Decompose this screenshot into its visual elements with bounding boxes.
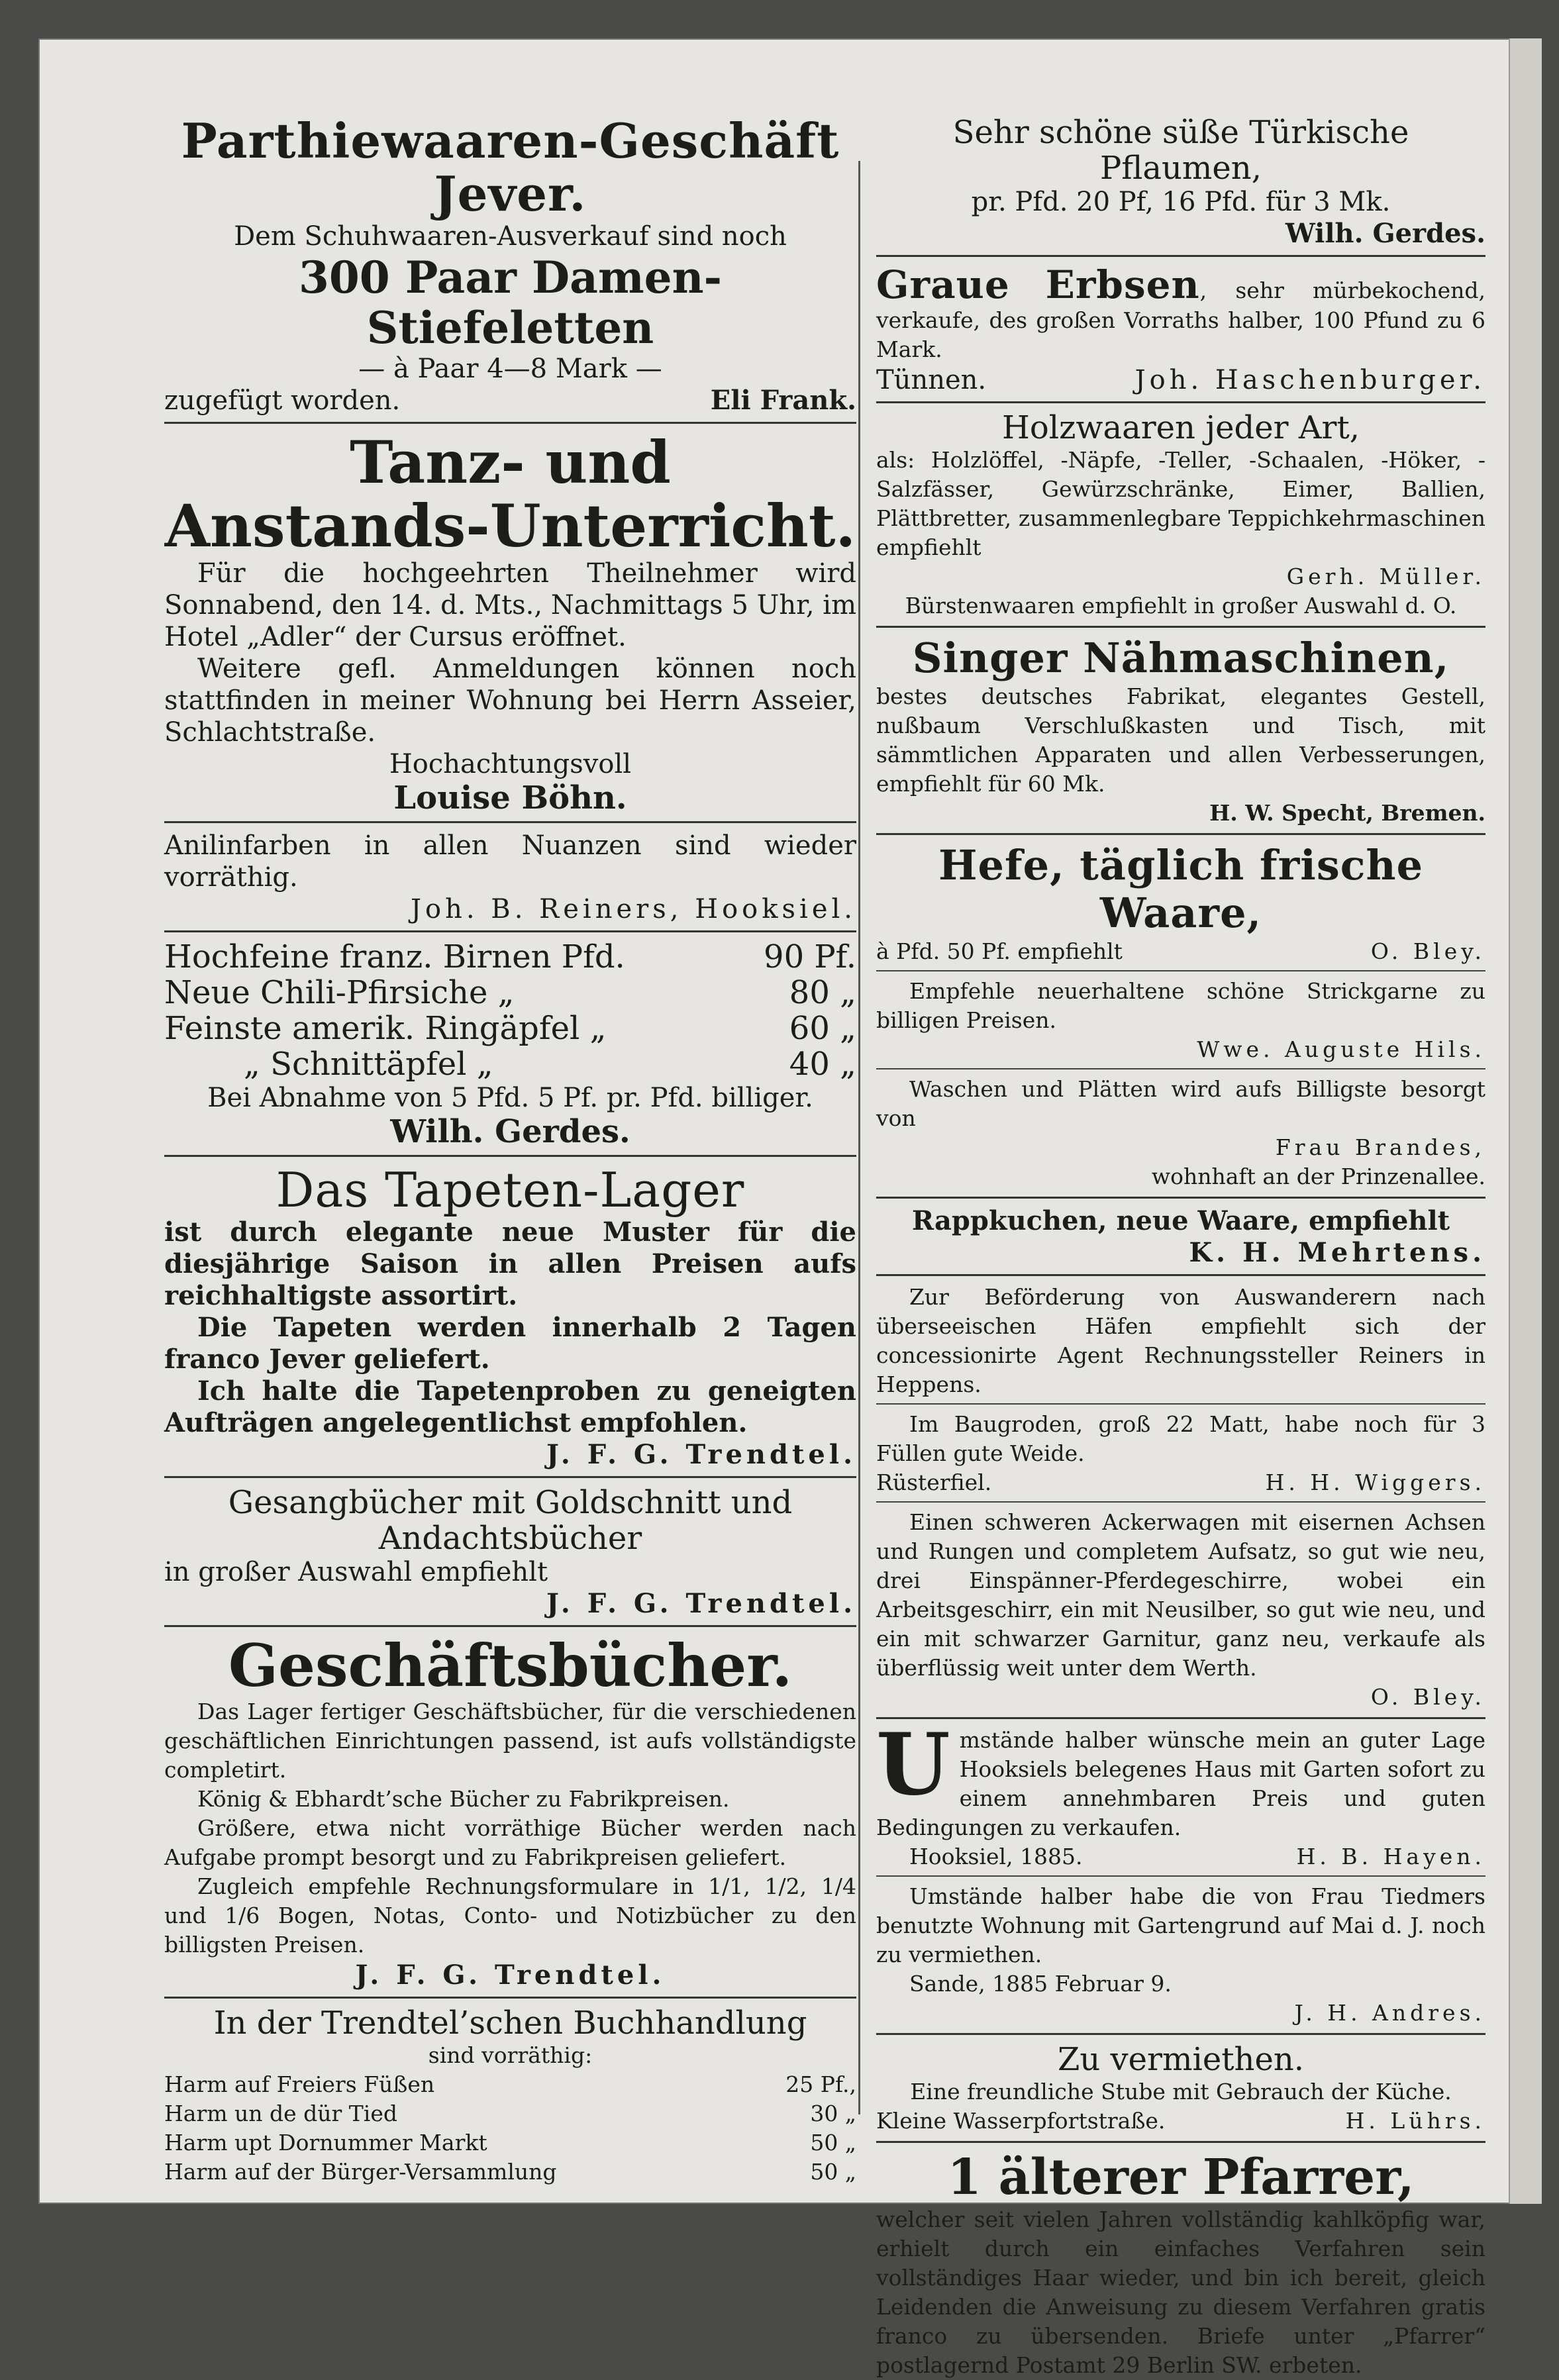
ad-text: Eine freundliche Stube mit Gebrauch der Küche. — [910, 2079, 1452, 2105]
ad-signature: H. W. Specht, Bremen. — [1209, 800, 1485, 826]
ad-signature: Joh. Haschenburger. — [1134, 365, 1485, 395]
separator — [876, 2141, 1485, 2143]
price-value: 60 „ — [789, 1010, 856, 1047]
separator — [876, 401, 1485, 403]
separator — [876, 1501, 1485, 1503]
ad-signature: H. B. Hayen. — [1296, 1844, 1485, 1869]
price-item: Feinste amerik. Ringäpfel „ — [164, 1010, 607, 1047]
ad-price: — à Paar 4—8 Mark — — [358, 354, 662, 384]
book-row — [164, 2070, 856, 2099]
ad-signature: Frau Brandes, — [1275, 1134, 1485, 1160]
ad-anilin — [164, 830, 856, 925]
book-title: Harm auf Freiers Füßen — [164, 2071, 435, 2097]
ad-text: Waschen und Plätten wird aufs Billigste besorgt von — [876, 1076, 1485, 1131]
price-row — [164, 1046, 856, 1082]
ad-street: Kleine Wasserpfortstraße. — [876, 2108, 1166, 2134]
book-row — [164, 2099, 856, 2128]
ad-ackerwagen — [876, 1508, 1485, 1712]
book-row — [164, 2128, 856, 2157]
separator — [164, 1476, 856, 1478]
separator — [164, 930, 856, 932]
ad-gesang — [164, 1485, 856, 1620]
price-item: Hochfeine franz. Birnen Pfd. — [164, 938, 625, 975]
ad-text: Die Tapeten werden innerhalb 2 Tagen franco Jever geliefert. — [164, 1312, 856, 1375]
ad-text: König & Ebhardt’sche Bücher zu Fabrikpreisen. — [197, 1786, 730, 1812]
ad-tapeten — [164, 1164, 856, 1471]
ad-place: Sande, 1885 Februar 9. — [909, 1971, 1172, 1997]
ad-text: Weitere gefl. Anmeldungen können noch stattfinden in meiner Wohnung bei Herrn Asseier, Schlachtstraße. — [164, 654, 856, 748]
ad-text: Rappkuchen, neue Waare, empfiehlt — [911, 1205, 1450, 1236]
ad-haus — [876, 1715, 1485, 1871]
separator — [876, 1068, 1485, 1069]
separator — [876, 833, 1485, 835]
ad-place: Tünnen. — [876, 365, 987, 395]
ad-text: Bürstenwaaren empfiehlt in großer Auswahl d. O. — [905, 593, 1457, 619]
ad-text: bestes deutsches Fabrikat, elegantes Gestell, nußbaum Verschlußkasten und Tisch, mit sämmtlichen Apparaten und allen Verbesserungen, empfiehlt für 60 Mk. — [876, 683, 1485, 797]
ad-signature: J. F. G. Trendtel. — [546, 1439, 856, 1470]
ad-text: Größere, etwa nicht vorräthige Bücher werden nach Aufgabe prompt besorgt und zu Fabrikpreisen geliefert. — [164, 1815, 856, 1870]
ad-signature: J. H. Andres. — [1294, 2000, 1485, 2026]
separator — [164, 1625, 856, 1627]
price-row — [164, 975, 856, 1011]
ad-text: Einen schweren Ackerwagen mit eisernen Achsen und Rungen und completem Aufsatz, so gut wie neu, drei Einspänner-Pferdegeschirre, wobei ein Arbeitsgeschirr, ein mit Neusilber, so gut wie neu, und ein mit schwarzer Garnitur, ganz neu, verkaufe als überflüssig weit unter dem Werth. — [876, 1509, 1485, 1681]
ad-text: Das Lager fertiger Geschäftsbücher, für die verschiedenen geschäftlichen Einrichtungen passend, ist aufs vollständigste completirt. — [164, 1699, 856, 1783]
ad-pflaumen — [876, 115, 1485, 250]
ad-singer — [876, 634, 1485, 828]
ad-partie — [164, 115, 856, 417]
price-value: 80 „ — [789, 974, 856, 1011]
ad-signature: J. F. G. Trendtel. — [355, 1959, 666, 1991]
ad-title: Singer Nähmaschinen, — [912, 634, 1450, 682]
price-value: 40 „ — [789, 1046, 856, 1083]
ad-title: Zu vermiethen. — [1057, 2041, 1305, 2078]
book-title: Harm auf der Bürger-Versammlung — [164, 2159, 557, 2185]
ad-line: Dem Schuhwaaren-Ausverkauf sind noch — [234, 221, 787, 252]
left-column — [164, 115, 856, 2187]
page-edge — [1509, 38, 1542, 2204]
ad-title: Geschäftsbücher. — [228, 1631, 793, 1700]
ad-signature: Louise Böhn. — [393, 779, 627, 817]
ad-title: 1 älterer Pfarrer, — [947, 2149, 1415, 2206]
ad-text: Zur Beförderung von Auswanderern nach überseeischen Häfen empfiehlt sich der concessionirte Agent Rechnungssteller Reiners in Heppens. — [876, 1284, 1485, 1397]
book-title: Harm un de dür Tied — [164, 2101, 398, 2126]
ad-auswanderer — [876, 1283, 1485, 1399]
separator — [164, 422, 856, 424]
ad-signature: O. Bley. — [1370, 938, 1485, 964]
ad-text: als: Holzlöffel, -Näpfe, -Teller, -Schaalen, -Höker, -Salzfässer, Gewürzschränke, Eimer, Ballien, Plättbretter, zusammenlegbare Teppichkehrmaschinen empfiehlt — [876, 447, 1485, 560]
ad-address: wohnhaft an der Prinzenallee. — [1151, 1164, 1485, 1189]
ad-vermiethen — [876, 2042, 1485, 2136]
ad-signature: Eli Frank. — [710, 385, 856, 416]
newspaper-page — [38, 38, 1542, 2378]
book-title: Harm upt Dornummer Markt — [164, 2130, 487, 2156]
ad-text: Für die hochgeehrten Theilnehmer wird Sonnabend, den 14. d. Mts., Nachmittags 5 Uhr, im Hotel „Adler“ der Cursus eröffnet. — [164, 558, 856, 652]
ad-signature: Wilh. Gerdes. — [390, 1113, 630, 1150]
separator — [164, 1997, 856, 1999]
ad-title: Das Tapeten-Lager — [276, 1162, 745, 1218]
book-row — [164, 2157, 856, 2187]
column-divider — [858, 161, 860, 2114]
ad-place: Hooksiel, 1885. — [909, 1844, 1083, 1869]
ad-signature: Wilh. Gerdes. — [1285, 218, 1485, 249]
ad-text: Zugleich empfehle Rechnungsformulare in 1/1, 1/2, 1/4 und 1/6 Bogen, Notas, Conto- und Notizbücher zu den billigsten Preisen. — [164, 1873, 856, 1958]
ad-signature: Wwe. Auguste Hils. — [1197, 1036, 1485, 1062]
ad-title: Tanz- und — [350, 428, 671, 497]
ad-signature: J. F. G. Trendtel. — [546, 1588, 856, 1619]
ad-tanz — [164, 430, 856, 816]
separator — [876, 1717, 1485, 1719]
ad-signature: H. Lührs. — [1345, 2108, 1485, 2134]
ad-place: Rüsterfiel. — [876, 1469, 992, 1495]
ad-signature: H. H. Wiggers. — [1265, 1469, 1485, 1495]
ad-signature: K. H. Mehrtens. — [1189, 1237, 1485, 1268]
ad-buch — [164, 2005, 856, 2187]
ad-text: ist durch elegante neue Muster für die diesjährige Saison in allen Preisen aufs reichhaltigste assortirt. — [164, 1216, 856, 1311]
ad-closing: Hochachtungsvoll — [389, 749, 632, 779]
ad-signature: Joh. B. Reiners, Hooksiel. — [410, 894, 856, 924]
separator — [876, 2033, 1485, 2035]
ad-signature: O. Bley. — [1370, 1684, 1485, 1710]
separator — [876, 970, 1485, 971]
price-item: „ Schnittäpfel „ — [244, 1046, 493, 1083]
book-price: 30 „ — [810, 2101, 856, 2126]
book-price: 25 Pf., — [785, 2071, 856, 2097]
ad-text: pr. Pfd. 20 Pf, 16 Pfd. für 3 Mk. — [971, 187, 1391, 217]
price-item: Neue Chili-Pfirsiche „ — [164, 974, 515, 1011]
ad-title: In der Trendtel’schen Buchhandlung — [213, 2005, 807, 2042]
ad-waschen — [876, 1075, 1485, 1191]
ad-text: Im Baugroden, groß 22 Matt, habe noch für 3 Füllen gute Weide. — [876, 1411, 1485, 1466]
separator — [876, 1403, 1485, 1405]
price-row — [164, 939, 856, 975]
price-row — [164, 1011, 856, 1046]
ad-fruit — [164, 939, 856, 1150]
separator — [876, 626, 1485, 628]
ad-text: Empfehle neuerhaltene schöne Strickgarne zu billigen Preisen. — [876, 978, 1485, 1033]
ad-holz — [876, 410, 1485, 620]
separator — [164, 821, 856, 823]
price-value: 90 Pf. — [764, 938, 856, 975]
ad-text: Ich halte die Tapetenproben zu geneigten Aufträgen angelegentlichst empfohlen. — [164, 1375, 856, 1438]
separator — [876, 1274, 1485, 1276]
ad-text: in großer Auswahl empfiehlt — [164, 1557, 548, 1587]
ad-text: Anilinfarben in allen Nuanzen sind wieder vorräthig. — [164, 830, 856, 893]
ad-text: welcher seit vielen Jahren vollständig kahlköpfig war, erhielt durch ein einfaches Verfahren sein vollständiges Haar wieder, und bin ich bereit, gleich Leidenden die Anweisung zu diesem Verfahren gratis franco zu übersenden. Briefe unter „Pfarrer“ postlagernd Postamt 29 Berlin SW. erbeten. — [876, 2206, 1485, 2378]
ad-title: Holzwaaren jeder Art, — [1001, 409, 1360, 446]
separator — [876, 1197, 1485, 1199]
book-price: 50 „ — [810, 2159, 856, 2185]
ad-text: Umstände halber habe die von Frau Tiedmers benutzte Wohnung mit Gartengrund auf Mai d. J. noch zu vermiethen. — [876, 1883, 1485, 1967]
ad-erbsen: Graue Erbsen, sehr mürbekochend, verkaufe, des großen Vorraths halber, 100 Pfund zu 6 Mark. Tünnen. Joh. Haschenburger. — [876, 262, 1486, 395]
ad-baugroden — [876, 1410, 1485, 1497]
ad-text: zugefügt worden. — [164, 385, 401, 416]
book-price: 50 „ — [810, 2130, 856, 2156]
ad-hefe — [876, 842, 1485, 966]
ad-text: mstände halber wünsche mein an guter Lage Hooksiels belegenes Haus mit Garten sofort zu einem annehmbaren Preis und guten Bedingungen zu verkaufen. — [876, 1727, 1485, 1840]
right-column — [876, 115, 1485, 2380]
ad-rapp — [876, 1205, 1485, 1269]
ad-text: à Pfd. 50 Pf. empfiehlt — [876, 938, 1123, 964]
ad-title: Anstands-Unterricht. — [164, 491, 856, 560]
ad-wohnung — [876, 1882, 1485, 2028]
ad-strick — [876, 977, 1485, 1064]
ad-text: sehr mürbekochend, verkaufe, des großen Vorraths halber, 100 Pfund zu 6 Mark. — [876, 277, 1486, 362]
separator — [876, 1875, 1485, 1877]
ad-title: Hefe, täglich frische Waare, — [938, 841, 1424, 937]
price-list — [164, 939, 856, 1082]
ad-subtitle: sind vorräthig: — [428, 2042, 593, 2068]
ad-signature: Gerh. Müller. — [1286, 564, 1485, 589]
separator — [164, 1155, 856, 1157]
ad-title: Graue Erbsen — [876, 262, 1200, 307]
ad-geschaeft — [164, 1631, 856, 1991]
ad-title: Sehr schöne süße Türkische Pflaumen, — [952, 114, 1409, 187]
drop-cap: U — [876, 1715, 950, 1814]
ad-headline: 300 Paar Damen-Stiefeletten — [298, 252, 723, 354]
ad-note: Bei Abnahme von 5 Pfd. 5 Pf. pr. Pfd. billiger. — [207, 1083, 813, 1113]
ad-title: Parthiewaaren-Geschäft Jever. — [181, 113, 840, 222]
book-list — [164, 2070, 856, 2187]
separator — [876, 255, 1485, 257]
ad-title: Gesangbücher mit Goldschnitt und Andachtsbücher — [228, 1484, 793, 1557]
ad-pfarrer — [876, 2150, 1485, 2380]
